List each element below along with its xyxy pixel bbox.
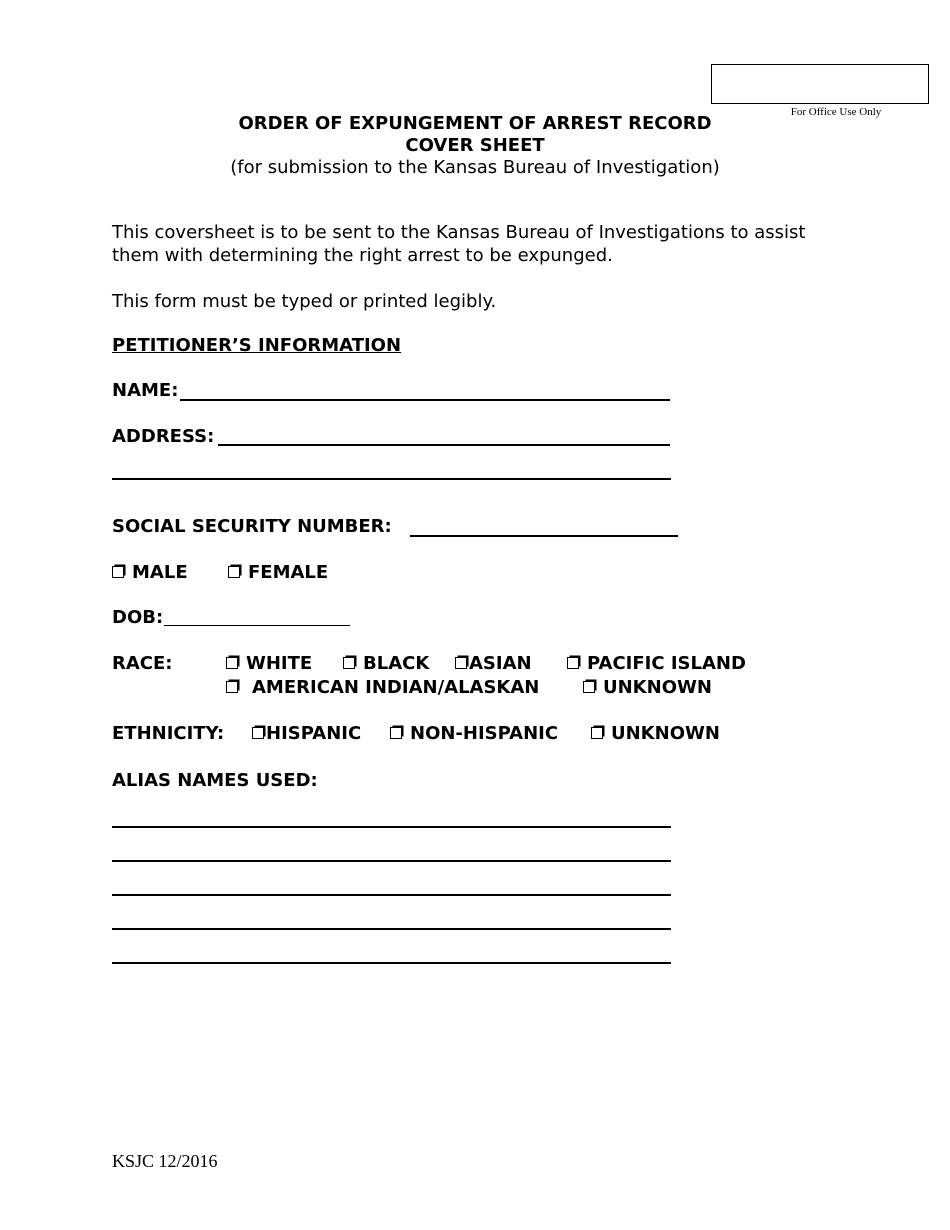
race-option-unknown[interactable]: UNKNOWN [583, 677, 712, 698]
race-option-pacific-island[interactable]: PACIFIC ISLAND [567, 653, 746, 674]
race-option-asian[interactable]: ASIAN [455, 653, 532, 674]
office-use-label: For Office Use Only [790, 106, 882, 118]
name-field[interactable] [180, 399, 670, 401]
race-label: RACE: [112, 653, 173, 674]
address-field-line1[interactable] [218, 444, 670, 446]
address-field-line2[interactable] [112, 478, 671, 480]
alias-field-line[interactable] [112, 894, 671, 896]
race-option-american-indian[interactable]: AMERICAN INDIAN/ALASKAN [226, 677, 539, 698]
sex-option-male[interactable]: MALE [112, 562, 188, 583]
checkbox-icon[interactable] [252, 727, 264, 739]
checkbox-icon[interactable] [226, 657, 238, 669]
ssn-label: SOCIAL SECURITY NUMBER: [112, 516, 392, 537]
page-subtitle: (for submission to the Kansas Bureau of Investigation) [230, 157, 720, 178]
checkbox-icon[interactable] [591, 727, 603, 739]
sex-option-female[interactable]: FEMALE [228, 562, 328, 583]
alias-field-line[interactable] [112, 928, 671, 930]
ethnicity-option-unknown[interactable]: UNKNOWN [591, 723, 720, 744]
page-title-line2: COVER SHEET [405, 135, 545, 156]
alias-field-line[interactable] [112, 860, 671, 862]
race-option-white[interactable]: WHITE [226, 653, 312, 674]
ethnicity-option-hispanic[interactable]: HISPANIC [252, 723, 361, 744]
race-option-black[interactable]: BLACK [343, 653, 429, 674]
checkbox-icon[interactable] [390, 727, 402, 739]
checkbox-icon[interactable] [583, 681, 595, 693]
alias-label: ALIAS NAMES USED: [112, 770, 318, 791]
dob-field[interactable] [164, 625, 350, 626]
intro-line-2: them with determining the right arrest to be expunged. [112, 245, 613, 266]
dob-label: DOB: [112, 607, 164, 628]
office-use-box[interactable] [711, 64, 929, 104]
name-label: NAME: [112, 380, 179, 401]
section-heading: PETITIONER’S INFORMATION [112, 335, 402, 356]
address-label: ADDRESS: [112, 426, 215, 447]
checkbox-icon[interactable] [228, 566, 240, 578]
checkbox-icon[interactable] [567, 657, 579, 669]
ethnicity-label: ETHNICITY: [112, 723, 225, 744]
checkbox-icon[interactable] [455, 657, 467, 669]
checkbox-icon[interactable] [112, 566, 124, 578]
page-title-line1: ORDER OF EXPUNGEMENT OF ARREST RECORD [238, 113, 712, 134]
form-code: KSJC 12/2016 [112, 1151, 218, 1171]
ssn-field[interactable] [410, 535, 678, 537]
checkbox-icon[interactable] [343, 657, 355, 669]
alias-field-line[interactable] [112, 826, 671, 828]
checkbox-icon[interactable] [226, 681, 238, 693]
ethnicity-option-non-hispanic[interactable]: NON-HISPANIC [390, 723, 558, 744]
intro-line-1: This coversheet is to be sent to the Kansas Bureau of Investigations to assist [112, 222, 806, 243]
intro-instructions: This form must be typed or printed legibly. [112, 291, 497, 312]
alias-field-line[interactable] [112, 962, 671, 964]
